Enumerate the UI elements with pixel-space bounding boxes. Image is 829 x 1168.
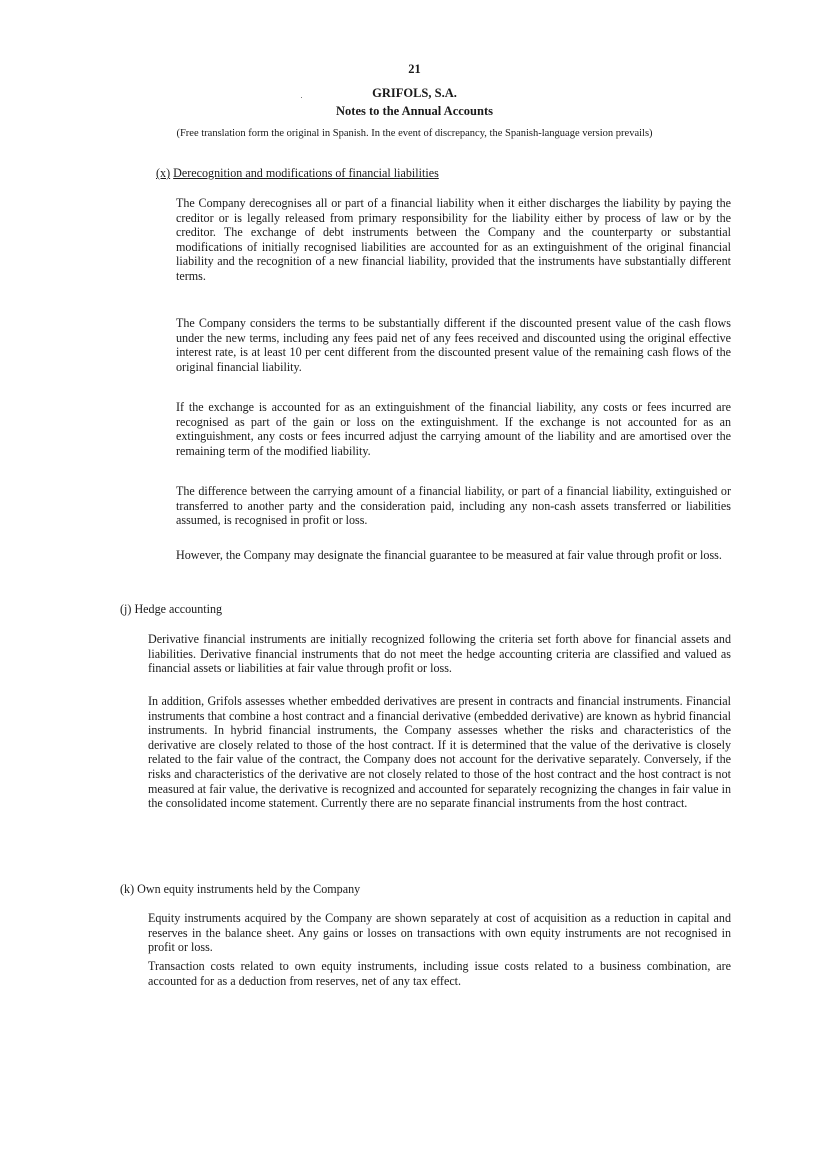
company-name: GRIFOLS, S.A. — [372, 86, 457, 100]
subsection-x-heading — [156, 166, 439, 181]
subsection-x-paragraph-4: The difference between the carrying amount of a financial liability, or part of a financial liability, extinguished or transferred to another party and the consideration paid, including any non-cash assets transferred or liabilities assumed, is recognised in profit or loss. — [176, 484, 731, 528]
page-number: 21 — [408, 62, 421, 76]
subsection-x-paragraph-5: However, the Company may designate the financial guarantee to be measured at fair value through profit or loss. — [176, 548, 722, 562]
section-j-paragraph-1: Derivative financial instruments are initially recognized following the criteria set forth above for financial assets and liabilities. Derivative financial instruments that do not meet the hedge accounting criteria are classified and valued as financial assets or liabilities at fair value through profit or loss. — [148, 632, 731, 676]
section-k-paragraph-1: Equity instruments acquired by the Company are shown separately at cost of acquisition as a reduction in capital and reserves in the balance sheet. Any gains or losses on transactions with own equity instruments are not recognised in profit or loss. — [148, 911, 731, 955]
section-k-heading: (k) Own equity instruments held by the Company — [120, 882, 361, 896]
section-j-heading: (j) Hedge accounting — [120, 602, 223, 616]
section-k-paragraph-2: Transaction costs related to own equity instruments, including issue costs related to a business combination, are accounted for as a deduction from reserves, net of any tax effect. — [148, 959, 731, 988]
document-subtitle: Notes to the Annual Accounts — [336, 104, 493, 118]
translation-note: (Free translation form the original in Spanish. In the event of discrepancy, the Spanish-language version prevails) — [176, 128, 653, 139]
subsection-x-paragraph-3: If the exchange is accounted for as an extinguishment of the financial liability, any costs or fees incurred are recognised as part of the gain or loss on the extinguishment. If the exchange is not accounted for as an extinguishment, any costs or fees incurred adjust the carrying amount of the liability and are amortised over the remaining term of the modified liability. — [176, 400, 731, 458]
section-j-paragraph-2: In addition, Grifols assesses whether embedded derivatives are present in contracts and financial instruments. Financial instruments that combine a host contract and a financial derivative (embedded derivative) are known as hybrid financial instruments. In hybrid financial instruments, the Company assesses whether the risks and characteristics of the derivative are closely related to those of the host contract. If it is determined that the value of the derivative is closely related to the fair value of the contract, the Company does not account for the derivative separately. Conversely, if the risks and characteristics of the derivative are not closely related to those of the host contract and the host contract is not measured at fair value, the derivative is recognized and accounted for separately recognizing the changes in fair value in the consolidated income statement. Currently there are no separate financial instruments from the host contract. — [148, 694, 731, 811]
subsection-x-paragraph-1: The Company derecognises all or part of a financial liability when it either discharges the liability by paying the creditor or is legally released from primary responsibility for the liability either by process of law or by the creditor. The exchange of debt instruments between the Company and the counterparty or substantial modifications of initially recognised liabilities are accounted for as an extinguishment of the original financial liability and the recognition of a new financial liability, provided that the instruments have substantially different terms. — [176, 196, 731, 283]
subsection-x-marker: (x) — [156, 166, 171, 180]
subsection-x-paragraph-2: The Company considers the terms to be substantially different if the discounted present value of the cash flows under the new terms, including any fees paid net of any fees received and discounted using the original effective interest rate, is at least 10 per cent different from the discounted present value of the remaining cash flows of the original financial liability. — [176, 316, 731, 374]
subsection-x-title: Derecognition and modifications of financial liabilities — [173, 166, 439, 180]
